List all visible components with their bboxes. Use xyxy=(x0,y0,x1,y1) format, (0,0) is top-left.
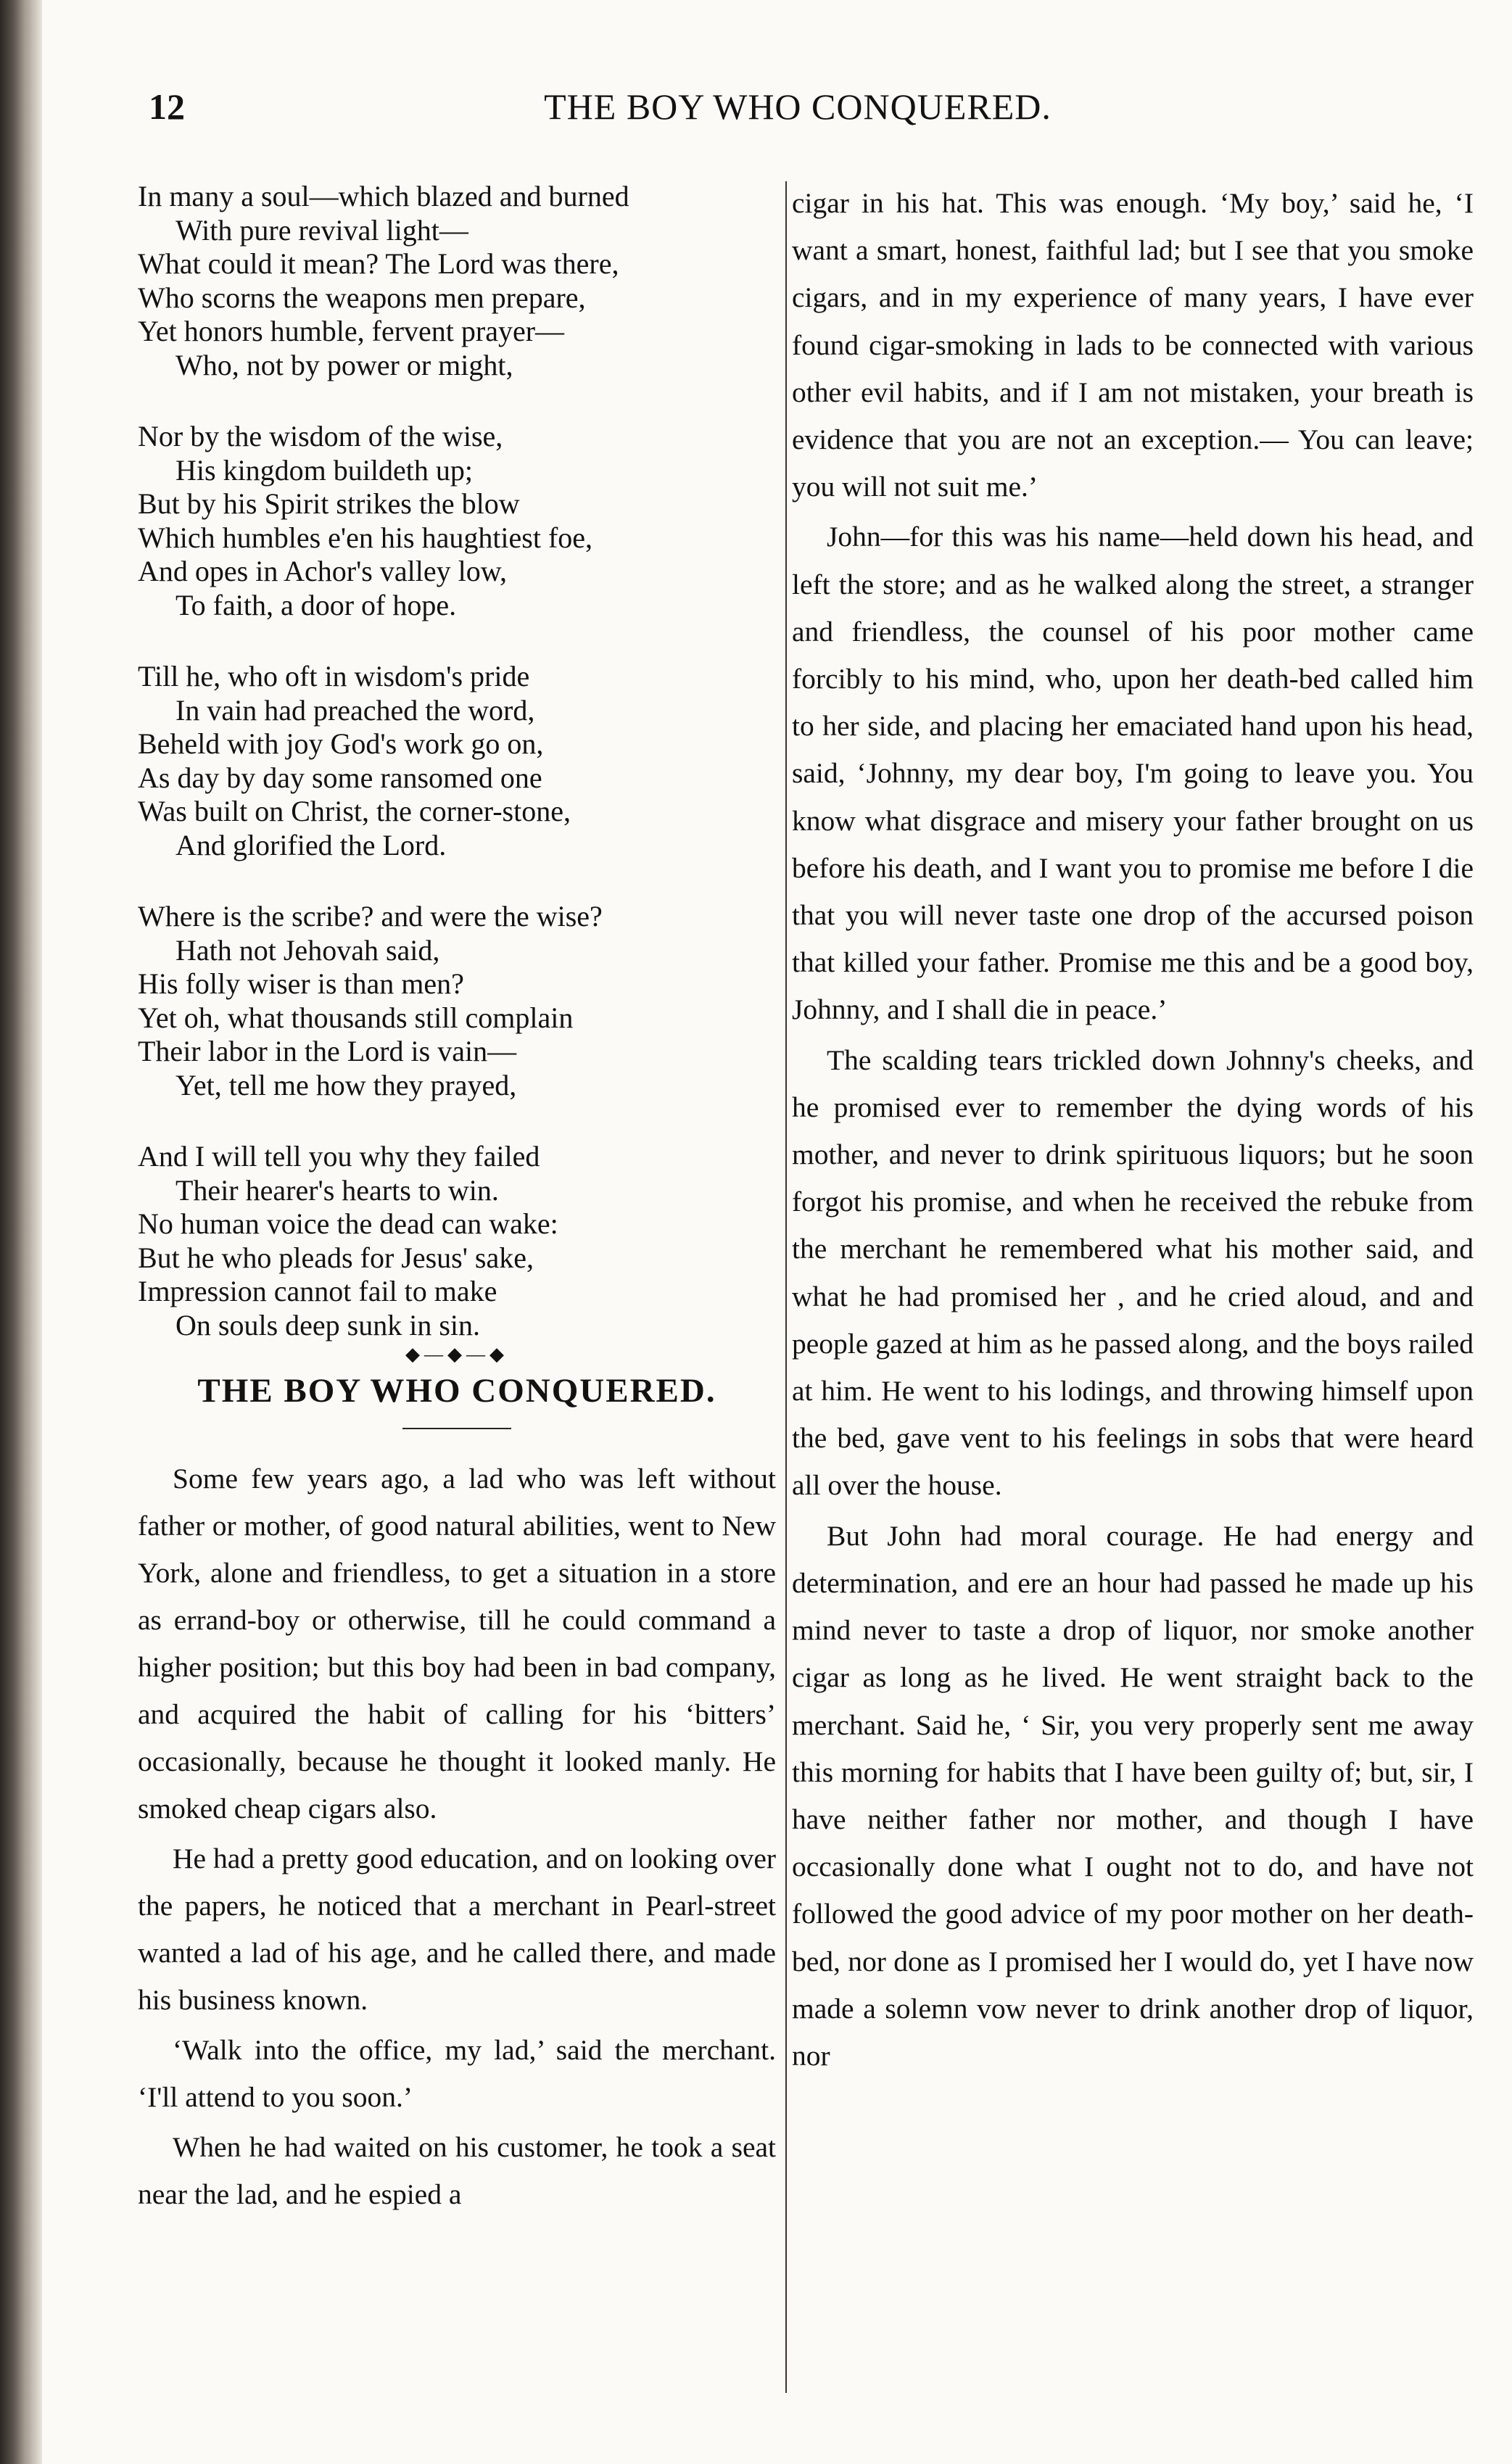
poem-line: With pure revival light— xyxy=(175,213,468,247)
page-number: 12 xyxy=(149,86,185,127)
title-underline xyxy=(402,1428,511,1429)
poem-line: On souls deep sunk in sin. xyxy=(175,1308,480,1341)
poem-line: And I will tell you why they failed xyxy=(138,1140,540,1173)
poem-line: But he who pleads for Jesus' sake, xyxy=(138,1241,534,1274)
poem-line: But by his Spirit strikes the blow xyxy=(138,487,520,520)
poem-line: In vain had preached the word, xyxy=(175,693,535,727)
poem-line: Beheld with joy God's work go on, xyxy=(138,727,544,760)
poem-line: Yet oh, what thousands still complain xyxy=(138,1001,574,1034)
poem-line: Was built on Christ, the corner-stone, xyxy=(138,795,571,827)
poem-stanza xyxy=(138,180,776,382)
poem-line: In many a soul—which blazed and burned xyxy=(138,180,629,212)
article-title: THE BOY WHO CONQUERED. xyxy=(197,1372,716,1410)
poem-line: Till he, who oft in wisdom's pride xyxy=(138,660,530,693)
poem-line: Who, not by power or might, xyxy=(175,348,513,381)
poem xyxy=(138,180,776,1342)
poem-line: No human voice the dead can wake: xyxy=(138,1207,558,1240)
poem-line: Who scorns the weapons men prepare, xyxy=(138,281,586,314)
paragraph: He had a pretty good education, and on looking over the papers, he noticed that a merchant in Pearl-street wanted a lad of his age, and he called there, and made his business known. xyxy=(138,1843,776,2016)
poem-line: Hath not Jehovah said, xyxy=(175,933,440,967)
column-divider xyxy=(785,181,787,2393)
poem-line: And glorified the Lord. xyxy=(175,828,447,861)
poem-line: What could it mean? The Lord was there, xyxy=(138,247,619,280)
book-binding-edge xyxy=(0,0,42,2464)
paragraph: But John had moral courage. He had energy and determination, and ere an hour had passed he made up his mind never to taste a drop of liquor, nor smoke another cigar as long as he lived. He went straight back to the merchant. Said he, ‘ Sir, you very properly sent me away this morning for habits that I have been guilty of; but, sir, I have neither father nor mother, and though I have occasionally done what I ought not to do, and have not followed the good advice of my poor mother on her death-bed, nor done as I promised her I would do, yet I have now made a solemn vow never to drink another drop of liquor, nor xyxy=(792,1519,1474,2072)
left-column xyxy=(138,180,776,2218)
poem-line: His folly wiser is than men? xyxy=(138,967,464,1000)
poem-line: Nor by the wisdom of the wise, xyxy=(138,420,503,452)
poem-line: Where is the scribe? and were the wise? xyxy=(138,900,603,933)
poem-line: Their hearer's hearts to win. xyxy=(175,1173,499,1207)
poem-line: Their labor in the Lord is vain— xyxy=(138,1035,517,1067)
poem-line: Impression cannot fail to make xyxy=(138,1275,497,1307)
poem-stanza xyxy=(138,420,776,622)
poem-line: Which humbles e'en his haughtiest foe, xyxy=(138,521,593,554)
right-column xyxy=(792,180,1474,2080)
paragraph: The scalding tears trickled down Johnny's cheeks, and he promised ever to remember the dying words of his mother, and never to drink spirituous liquors; but he soon forgot his promise, and when he received the rebuke from the merchant he remembered what his mother said, and what he had promised her , and he cried aloud, and and people gazed at him as he passed along, and the boys railed at him. He went to his lodings, and throwing himself upon the bed, gave vent to his feelings in sobs that were heard all over the house. xyxy=(792,1043,1474,1502)
article-body-right xyxy=(792,180,1474,2080)
paragraph: ‘Walk into the office, my lad,’ said the merchant. ‘I'll attend to you soon.’ xyxy=(138,2034,776,2113)
poem-stanza xyxy=(138,900,776,1102)
poem-line: Yet, tell me how they prayed, xyxy=(175,1068,517,1101)
paragraph: When he had waited on his customer, he took a seat near the lad, and he espied a xyxy=(138,2131,776,2210)
poem-line: Yet honors humble, fervent prayer— xyxy=(138,315,565,347)
poem-stanza xyxy=(138,660,776,862)
article-body-left xyxy=(138,1455,776,2218)
paragraph: cigar in his hat. This was enough. ‘My boy,’ said he, ‘I want a smart, honest, faithful lad; but I see that you smoke cigars, and in my experience of many years, I have ever found cigar-smoking in lads to be connected with various other evil habits, and if I am not mistaken, your breath is evidence that you are not an exception.— You can leave; you will not suit me.’ xyxy=(792,187,1474,503)
poem-line: And opes in Achor's valley low, xyxy=(138,555,507,587)
section-ornament: ◆—◆—◆ xyxy=(405,1344,508,1365)
paragraph: Some few years ago, a lad who was left without father or mother, of good natural abilities, went to New York, alone and friendless, to get a situation in a store as errand-boy or otherwise, till he could command a higher position; but this boy had been in bad company, and acquired the habit of calling for his ‘bitters’ occasionally, because he thought it looked manly. He smoked cheap cigars also. xyxy=(138,1463,776,1824)
poem-line: To faith, a door of hope. xyxy=(175,588,457,621)
paragraph: John—for this was his name—held down his head, and left the store; and as he walked along the street, a stranger and friendless, the counsel of his poor mother came forcibly to his mind, who, upon her death-bed called him to her side, and placing her emaciated hand upon his head, said, ‘Johnny, my dear boy, I'm going to leave you. You know what disgrace and misery your father brought on us before his death, and I want you to promise me before I die that you will never taste one drop of the accursed poison that killed your father. Promise me this and be a good boy, Johnny, and I shall die in peace.’ xyxy=(792,521,1474,1026)
poem-line: As day by day some ransomed one xyxy=(138,761,542,794)
running-title: THE BOY WHO CONQUERED. xyxy=(544,86,1052,127)
poem-line: His kingdom buildeth up; xyxy=(175,453,473,487)
poem-stanza xyxy=(138,1140,776,1342)
